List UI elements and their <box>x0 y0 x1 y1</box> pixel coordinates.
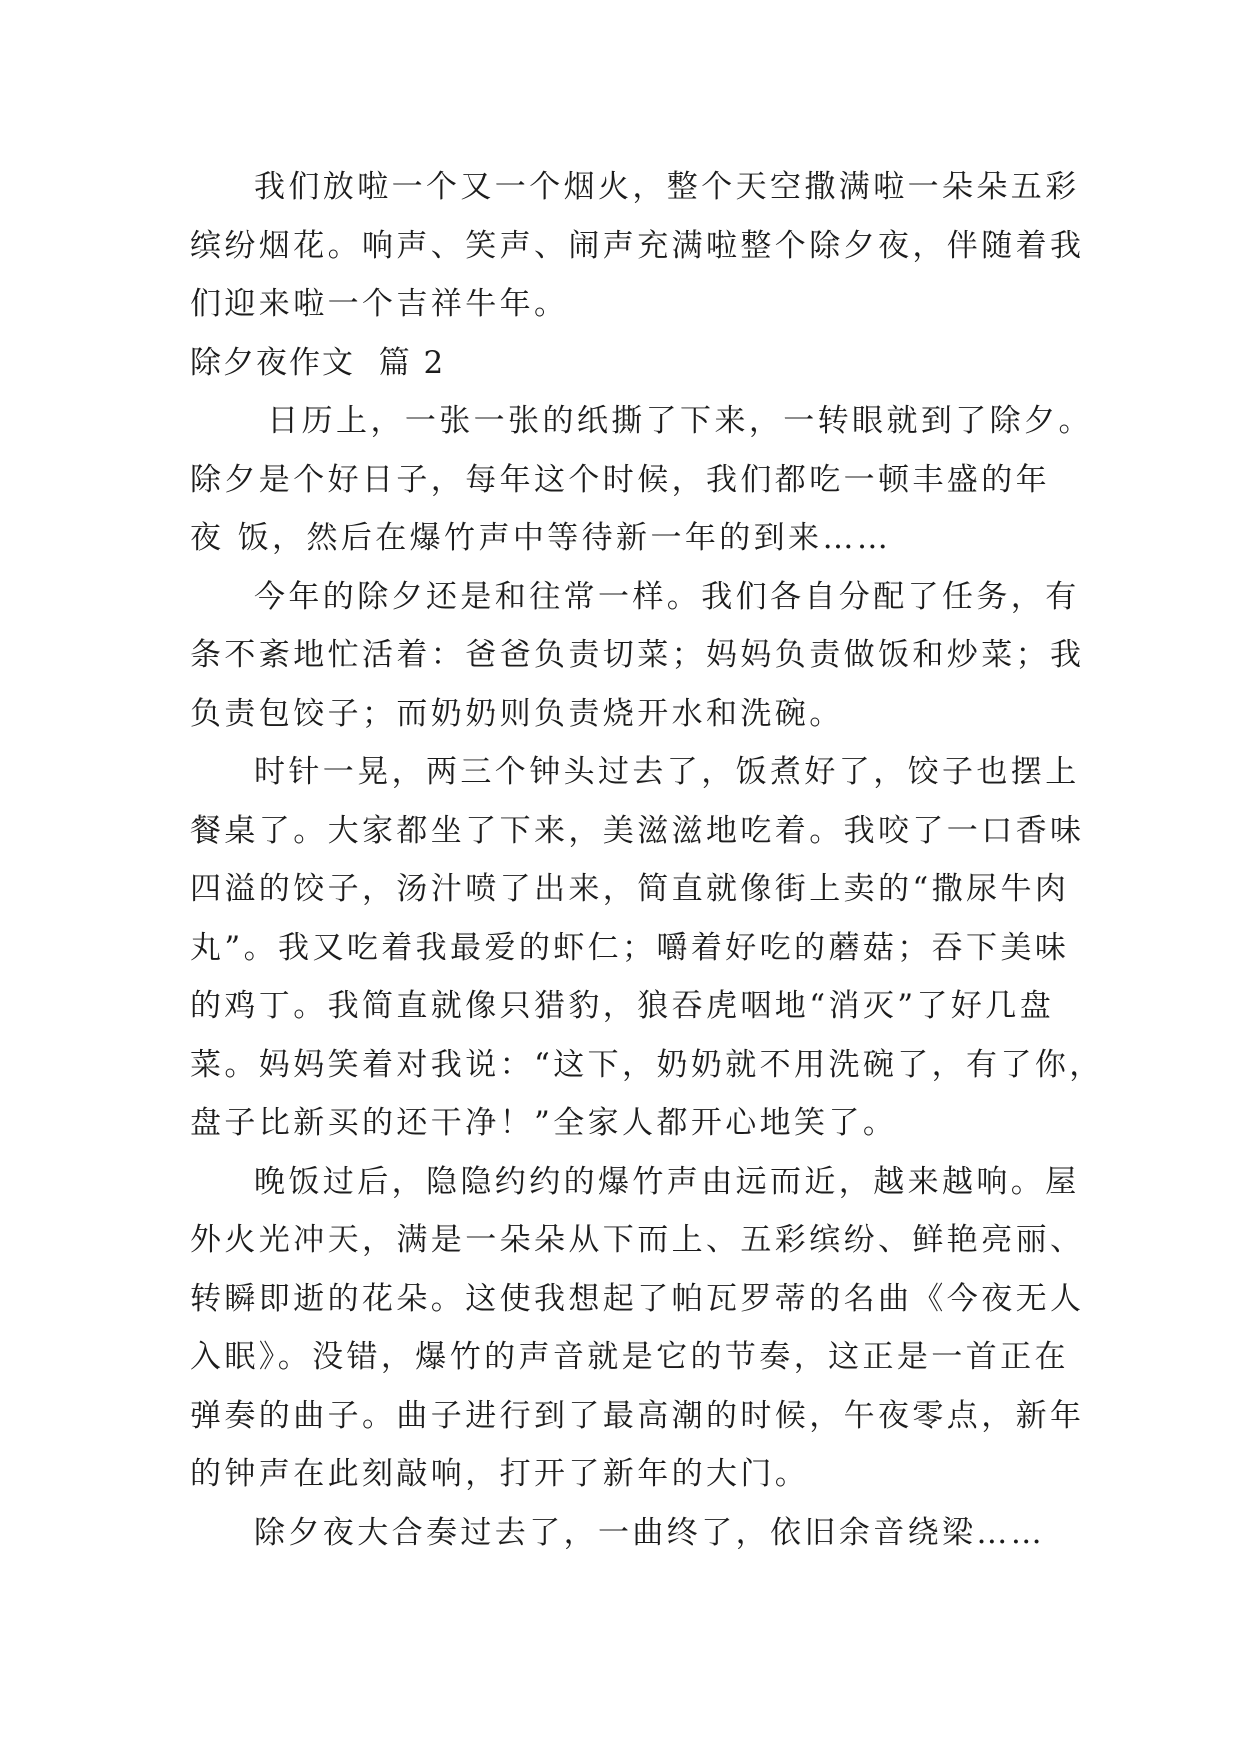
essay-body <box>190 158 1104 1562</box>
text-line: 们迎来啦一个吉祥牛年。 <box>190 286 569 322</box>
heading-text: 除夕夜作文 篇 2 <box>190 344 446 381</box>
text-line: 今年的除夕还是和往常一样。我们各自分配了任务，有 <box>254 578 1080 615</box>
paragraph <box>190 743 1104 1153</box>
text-line: 缤纷烟花。响声、笑声、闹声充满啦整个除夕夜，伴随着我 <box>190 227 1085 264</box>
paragraph <box>190 158 1085 334</box>
text-line: 转瞬即逝的花朵。这使我想起了帕瓦罗蒂的名曲《今夜无人 <box>190 1280 1085 1317</box>
text-line: 夜 饭，然后在爆竹声中等待新一年的到来…… <box>190 520 892 556</box>
text-line: 入眠》。没错，爆竹的声音就是它的节奏，这正是一首正在 <box>190 1339 1069 1375</box>
text-line: 餐桌了。大家都坐了下来，美滋滋地吃着。我咬了一口香味 <box>190 812 1085 849</box>
text-line: 菜。妈妈笑着对我说：“这下，奶奶就不用洗碗了，有了你， <box>190 1046 1104 1083</box>
paragraph <box>190 1504 1070 1563</box>
text-line: 日历上，一张一张的纸撕了下来，一转眼就到了除夕。 <box>254 403 1093 439</box>
text-line: 外火光冲天，满是一朵朵从下而上、五彩缤纷、鲜艳亮丽、 <box>190 1222 1085 1258</box>
text-line: 丸”。我又吃着我最爱的虾仁；嚼着好吃的蘑菇；吞下美味 <box>190 929 1070 966</box>
text-line: 盘子比新买的还干净！”全家人都开心地笑了。 <box>190 1105 898 1141</box>
paragraph <box>190 392 1093 568</box>
text-line: 晚饭过后，隐隐约约的爆竹声由远而近，越来越响。屋 <box>254 1163 1080 1200</box>
text-line: 弹奏的曲子。曲子进行到了最高潮的时候，午夜零点，新年 <box>190 1397 1085 1434</box>
text-line: 负责包饺子；而奶奶则负责烧开水和洗碗。 <box>190 695 844 732</box>
paragraph <box>190 568 1085 744</box>
text-line: 除夕是个好日子，每年这个时候，我们都吃一顿丰盛的年 <box>190 461 1050 498</box>
section-heading <box>190 334 1070 393</box>
text-line: 条不紊地忙活着：爸爸负责切菜；妈妈负责做饭和炒菜；我 <box>190 637 1085 673</box>
text-line: 的鸡丁。我简直就像只猎豹，狼吞虎咽地“消灭”了好几盘 <box>190 988 1055 1024</box>
text-line: 时针一晃，两三个钟头过去了，饭煮好了，饺子也摆上 <box>254 754 1080 790</box>
text-line: 四溢的饺子，汤汁喷了出来，简直就像街上卖的“撒尿牛肉 <box>190 871 1070 907</box>
text-line: 的钟声在此刻敲响，打开了新年的大门。 <box>190 1456 810 1492</box>
paragraph <box>190 1153 1085 1504</box>
text-line: 我们放啦一个又一个烟火，整个天空撒满啦一朵朵五彩 <box>254 169 1080 205</box>
text-line: 除夕夜大合奏过去了，一曲终了，依旧余音绕梁…… <box>254 1514 1046 1551</box>
